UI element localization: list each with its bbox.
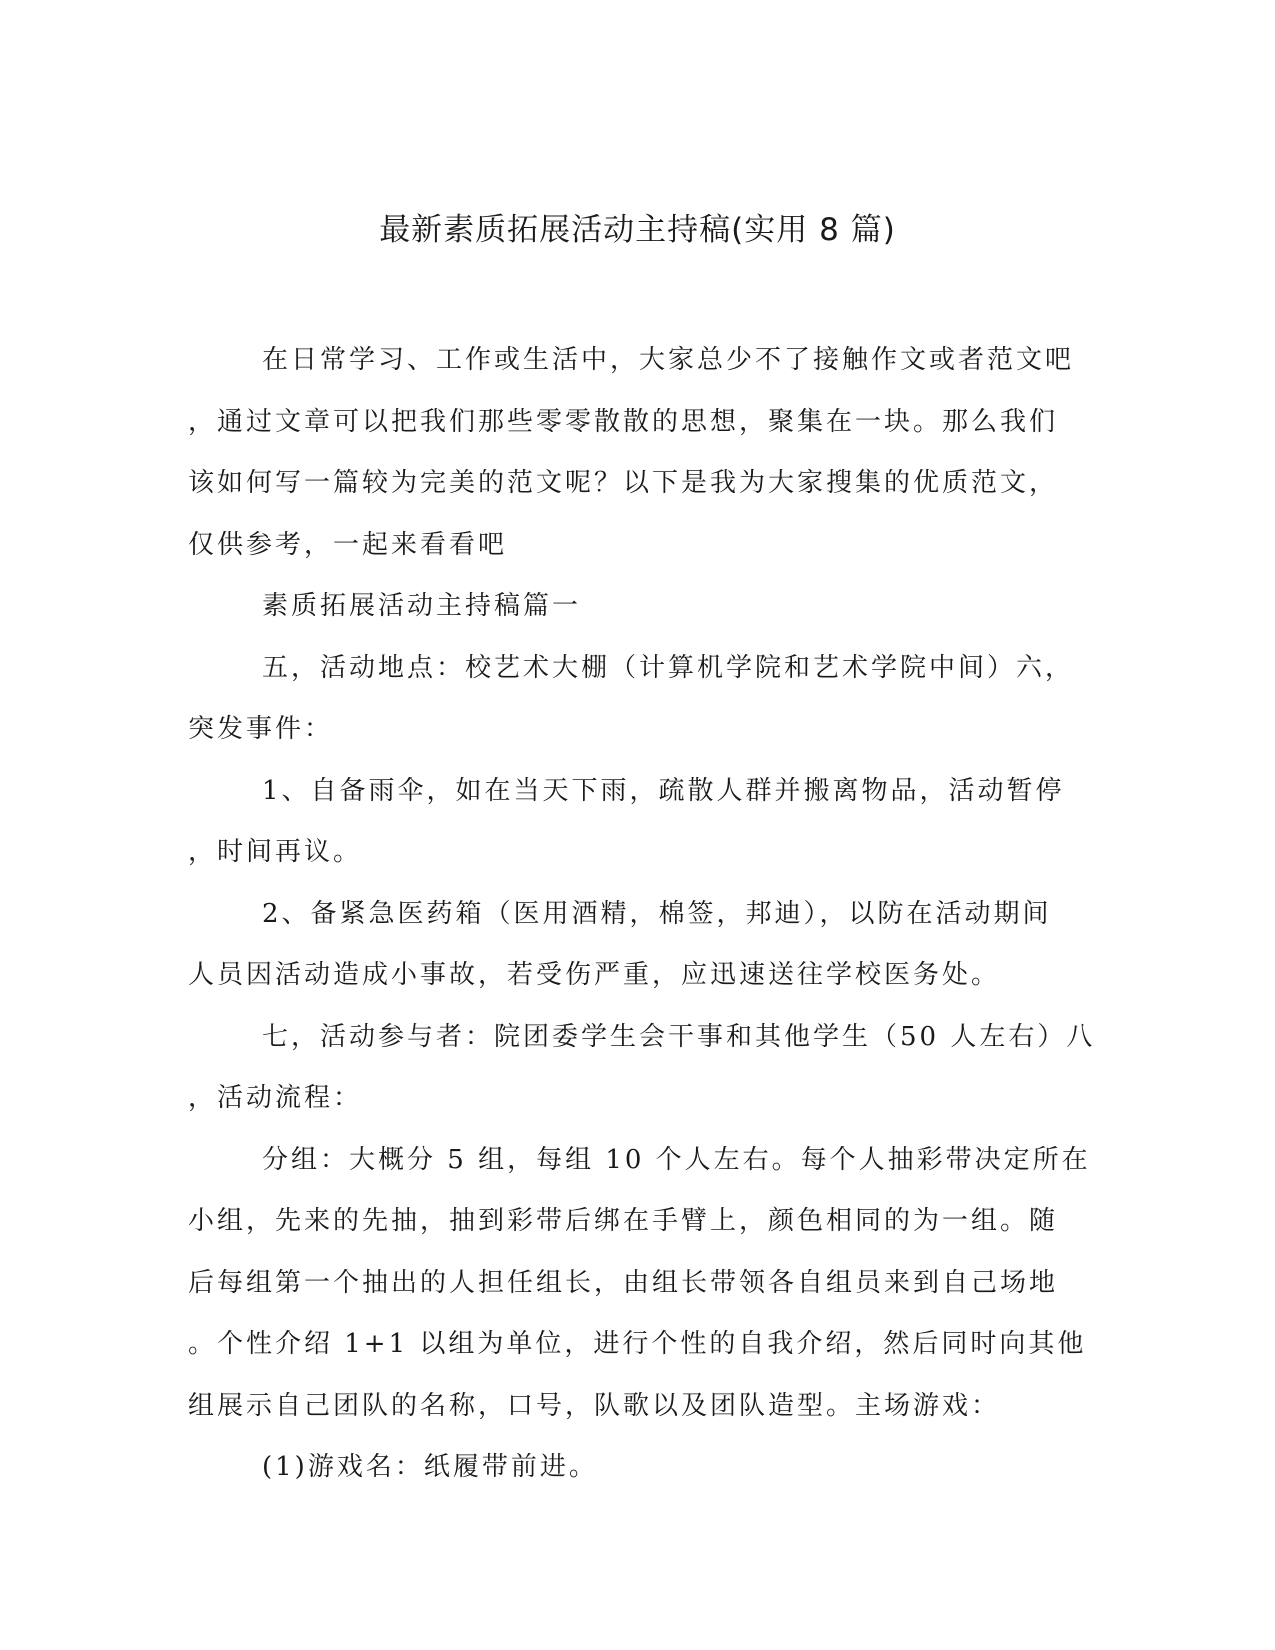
paragraph-line: 小组，先来的先抽，抽到彩带后绑在手臂上，颜色相同的为一组。随	[188, 1206, 1059, 1236]
document-title: 最新素质拓展活动主持稿(实用 8 篇)	[379, 212, 896, 248]
paragraph-item-1	[188, 761, 1078, 884]
section-heading-text: 素质拓展活动主持稿篇一	[262, 591, 582, 621]
paragraph-line: 七，活动参与者：院团委学生会干事和其他学生（50 人左右）八	[262, 1021, 1096, 1052]
paragraph-line: 2、备紧急医药箱（医用酒精，棉签，邦迪），以防在活动期间	[262, 898, 1052, 929]
paragraph-line: (1)游戏名：纸履带前进。	[262, 1452, 598, 1482]
paragraph-game	[188, 1437, 1078, 1499]
paragraph-line: 在日常学习、工作或生活中，大家总少不了接触作文或者范文吧	[262, 345, 1075, 375]
paragraph-line: 分组：大概分 5 组，每组 10 个人左右。每个人抽彩带决定所在	[262, 1144, 1091, 1175]
paragraph-line: 突发事件：	[188, 714, 334, 744]
paragraph-line: 仅供参考，一起来看看吧	[188, 529, 508, 560]
paragraph-grouping	[188, 1130, 1091, 1438]
paragraph-line: ，通过文章可以把我们那些零零散散的思想，聚集在一块。那么我们	[188, 406, 1059, 437]
paragraph-line: 五，活动地点：校艺术大棚（计算机学院和艺术学院中间）六，	[262, 652, 1075, 683]
paragraph-line: 该如何写一篇较为完美的范文呢？以下是我为大家搜集的优质范文，	[188, 468, 1059, 498]
paragraph-line: 组展示自己团队的名称，口号，队歌以及团队造型。主场游戏：	[188, 1390, 1001, 1421]
paragraph-location	[188, 638, 1078, 761]
paragraph-participants	[188, 1007, 1096, 1130]
paragraph-item-2	[188, 884, 1078, 1007]
paragraph-intro	[188, 330, 1078, 576]
document-body	[188, 330, 1096, 1499]
section-heading	[188, 576, 1078, 638]
paragraph-line: 1、自备雨伞，如在当天下雨，疏散人群并搬离物品，活动暂停	[262, 775, 1065, 806]
paragraph-line: ，活动流程：	[188, 1083, 363, 1113]
paragraph-line: 人员因活动造成小事故，若受伤严重，应迅速送往学校医务处。	[188, 960, 1001, 990]
paragraph-line: 后每组第一个抽出的人担任组长，由组长带领各自组员来到自己场地	[188, 1267, 1059, 1298]
paragraph-line: 。个性介绍 1+1 以组为单位，进行个性的自我介绍，然后同时向其他	[188, 1329, 1087, 1359]
paragraph-line: ，时间再议。	[188, 837, 363, 867]
